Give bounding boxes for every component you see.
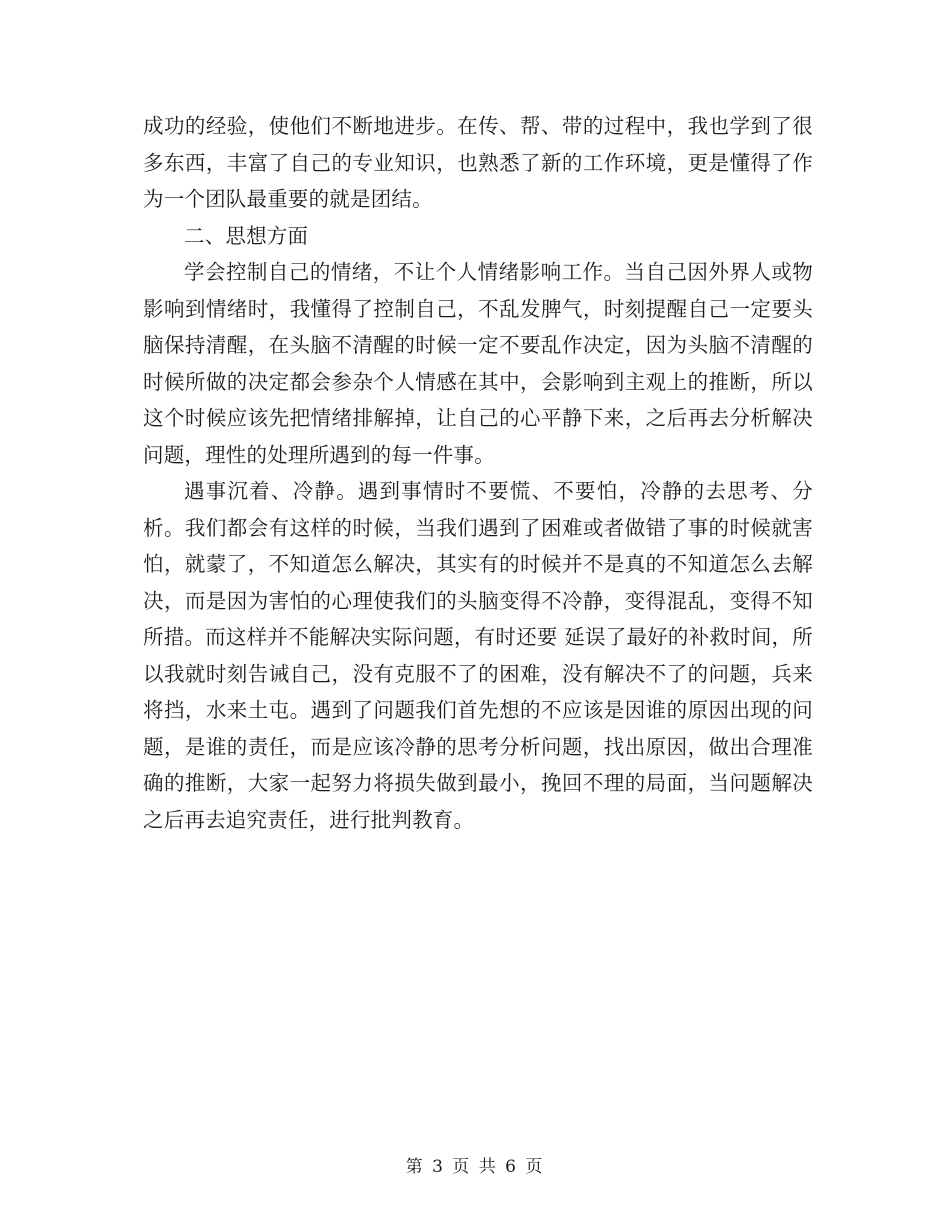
document-body — [143, 108, 813, 838]
section-heading: 二、思想方面 — [184, 223, 309, 248]
paragraph-calm-response: 遇事沉着、冷静。遇到事情时不要慌、不要怕，冷静的去思考、分析。我们都会有这样的时候，当我们遇到了困难或者做错了事的时候就害怕，就蒙了，不知道怎么解决，其实有的时候并不是真的不知道怎么去解决，而是因为害怕的心理使我们的头脑变得不冷静，变得混乱，变得不知所措。而这样并不能解决实际问题，有时还要 延误了最好的补救时间，所以我就时刻告诫自己，没有克服不了的困难，没有解决不了的问题，兵来将挡，水来土屯。遇到了问题我们首先想的不应该是因谁的原因出现的问题，是谁的责任，而是应该冷静的思考分析问题，找出原因，做出合理准确的推断，大家一起努力将损失做到最小，挽回不理的局面，当问题解决之后再去追究责任，进行批判教育。 — [143, 479, 813, 832]
paragraph-emotion-control: 学会控制自己的情绪，不让个人情绪影响工作。当自己因外界人或物影响到情绪时，我懂得了控制自己，不乱发脾气，时刻提醒自己一定要头脑保持清醒，在头脑不清醒的时候一定不要乱作决定，因为头脑不清醒的时候所做的决定都会参杂个人情感在其中，会影响到主观上的推断，所以这个时候应该先把情绪排解掉，让自己的心平静下来，之后再去分析解决问题，理性的处理所遇到的每一件事。 — [143, 260, 813, 467]
page-number-footer: 第 3 页 共 6 页 — [405, 1157, 545, 1177]
paragraph-continuation: 成功的经验，使他们不断地进步。在传、帮、带的过程中，我也学到了很多东西，丰富了自己的专业知识，也熟悉了新的工作环境，更是懂得了作为一个团队最重要的就是团结。 — [143, 114, 813, 211]
